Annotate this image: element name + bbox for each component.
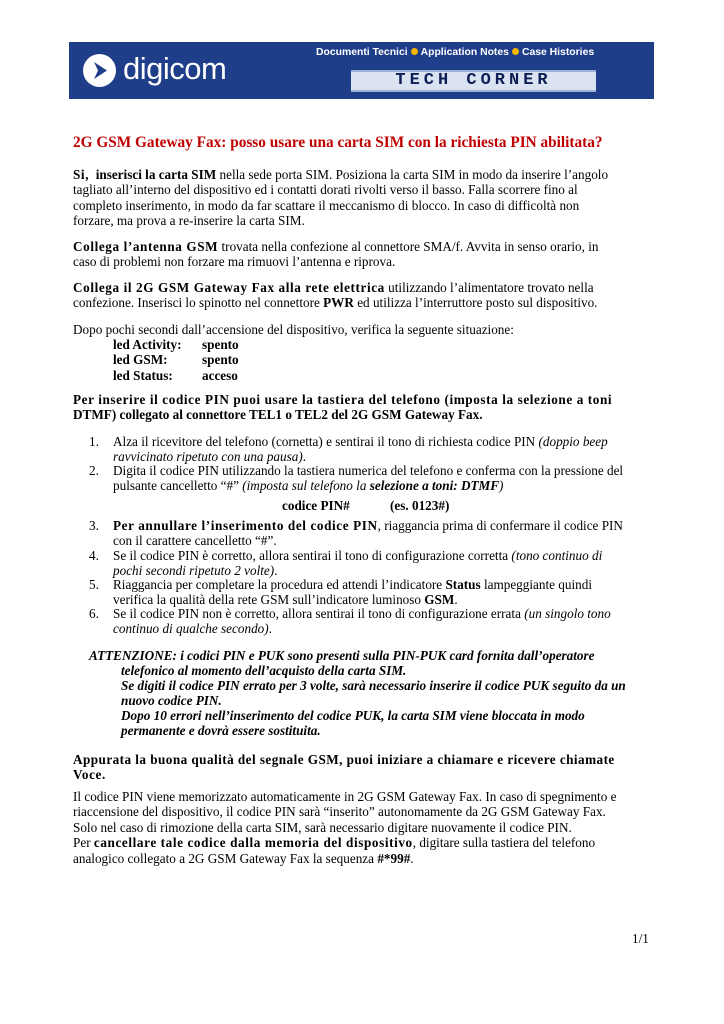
bullet-icon: [411, 48, 418, 55]
led-row: led GSM: spento: [113, 352, 239, 368]
nav-case-histories[interactable]: Case Histories: [521, 47, 595, 58]
header-nav: [316, 46, 650, 60]
step-number: 1.: [89, 434, 99, 449]
nav-application-notes[interactable]: Application Notes: [420, 47, 509, 58]
bullet-icon: [512, 48, 519, 55]
tech-corner-label: TECH CORNER: [351, 70, 596, 92]
step-number: 5.: [89, 577, 99, 592]
paragraph-insert-sim: Si, inserisci la carta SIM nella sede porta SIM. Posiziona la carta SIM in modo da inserire l’angolo tagliato all’interno del dispositivo ed i contatti dorati rivolti verso il basso. Falla scorrere fino al completo inserimento, in modo da far scattare il meccanismo di blocco. In caso di difficoltà non forzare, ma prova a re-inserire la carta SIM.: [73, 167, 609, 229]
step-2: Digita il codice PIN utilizzando la tastiera numerica del telefono e conferma con la pressione del pulsante cancelletto “#” (imposta sul telefono la selezione a toni: DTMF): [113, 463, 624, 494]
step-5: Riaggancia per completare la procedura ed attendi l’indicatore Status lampeggiante quindi verifica la qualità della rete GSM sull’indicatore luminoso GSM.: [113, 577, 592, 608]
step-number: 4.: [89, 548, 99, 563]
step-1: Alza il ricevitore del telefono (cornetta) e sentirai il tono di richiesta codice PIN (doppio beep ravvicinato ripetuto con una pausa).: [113, 434, 608, 465]
header-banner: [69, 42, 654, 99]
step-number: 3.: [89, 518, 99, 533]
step-3: Per annullare l’inserimento del codice PIN, riaggancia prima di confermare il codice PIN con il carattere cancelletto “#”.: [113, 518, 623, 549]
paragraph-antenna: Collega l’antenna GSM trovata nella confezione al connettore SMA/f. Avvita in senso orario, in caso di problemi non forzare ma rimuovi l’antenna e riprova.: [73, 239, 599, 270]
digicom-logo-icon: [83, 54, 116, 87]
step-number: 6.: [89, 606, 99, 621]
paragraph-pin-intro: Per inserire il codice PIN puoi usare la tastiera del telefono (imposta la selezione a toni DTMF) collegato al connettore TEL1 o TEL2 del 2G GSM Gateway Fax.: [73, 392, 613, 423]
paragraph-pin-memory: Il codice PIN viene memorizzato automaticamente in 2G GSM Gateway Fax. In caso di spegnimento e riaccensione del dispositivo, il codice PIN sarà “inserito” autonomamente da 2G GSM Gateway Fax. Solo nel caso di rimozione della carta SIM, sarà necessario digitare nuovamente il codice PIN. Per cancellare tale codice dalla memoria del dispositivo, digitare sulla tastiera del telefono analogico collegato a 2G GSM Gateway Fax la sequenza #*99#.: [73, 789, 617, 866]
paragraph-power: Collega il 2G GSM Gateway Fax alla rete elettrica utilizzando l’alimentatore trovato nella confezione. Inserisci lo spinotto nel connettore PWR ed utilizza l’interruttore posto sul dispositivo.: [73, 280, 598, 311]
nav-documenti-tecnici[interactable]: Documenti Tecnici: [316, 47, 408, 58]
paragraph-good-signal: Appurata la buona qualità del segnale GSM, puoi iniziare a chiamare e ricevere chiamate Voce.: [73, 752, 615, 783]
brand-name: digicom: [123, 51, 227, 86]
document-title: 2G GSM Gateway Fax: posso usare una carta SIM con la richiesta PIN abilitata?: [73, 134, 603, 151]
code-pin-label: codice PIN#: [282, 498, 350, 513]
led-status-table: [113, 337, 239, 383]
step-4: Se il codice PIN è corretto, allora sentirai il tono di configurazione corretta (tono continuo di pochi secondi ripetuto 2 volte).: [113, 548, 603, 579]
step-6: Se il codice PIN non è corretto, allora sentirai il tono di configurazione errata (un singolo tono continuo di qualche secondo).: [113, 606, 611, 637]
led-row: led Status: acceso: [113, 367, 238, 383]
led-row: led Activity: spento: [113, 337, 239, 352]
paragraph-check-status: Dopo pochi secondi dall’accensione del dispositivo, verifica la seguente situazione:: [73, 322, 514, 337]
code-pin-example: (es. 0123#): [390, 498, 450, 513]
page-number: 1/1: [632, 931, 649, 946]
step-number: 2.: [89, 463, 99, 478]
